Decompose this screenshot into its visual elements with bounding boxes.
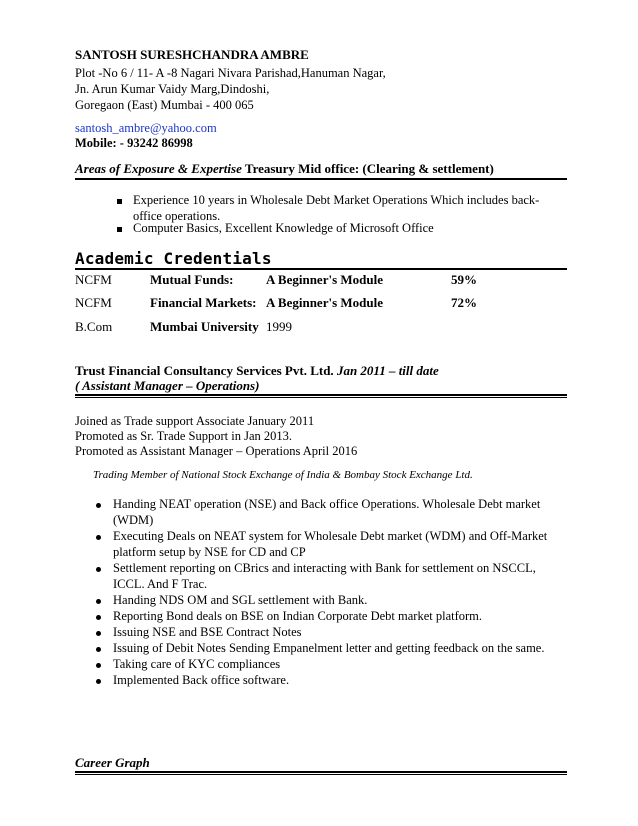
exposure-bullet: Experience 10 years in Wholesale Debt Market Operations Which includes back-office operations. xyxy=(133,193,540,223)
address-line-2: Jn. Arun Kumar Vaidy Marg,Dindoshi, xyxy=(75,82,270,96)
bullet-icon xyxy=(96,599,101,604)
academic-cell: 1999 xyxy=(266,319,292,334)
academic-cell: Mutual Funds: xyxy=(150,272,234,287)
exposure-label: Areas of Exposure & Expertise xyxy=(75,161,242,176)
company-name: Trust Financial Consultancy Services Pvt. Ltd. xyxy=(75,363,334,378)
academic-cell: Mumbai University xyxy=(150,319,259,334)
mobile-number: Mobile: - 93242 86998 xyxy=(75,136,193,150)
employment-period: Jan 2011 – till date xyxy=(336,363,439,378)
section-divider xyxy=(75,178,567,180)
academic-cell: A Beginner's Module xyxy=(266,295,384,310)
duty-item: Taking care of KYC compliances xyxy=(113,657,281,671)
square-bullet-icon xyxy=(117,199,122,204)
duty-item: Handing NEAT operation (NSE) and Back office Operations. Wholesale Debt market (WDM) xyxy=(113,497,541,527)
academic-cell: B.Com xyxy=(75,319,113,334)
career-heading: Career Graph xyxy=(75,755,150,770)
exposure-line xyxy=(75,161,494,177)
academic-cell: 72% xyxy=(451,295,477,310)
duty-item: Reporting Bond deals on BSE on Indian Corporate Debt market platform. xyxy=(113,609,483,623)
company-line xyxy=(75,363,439,379)
academic-heading: Academic Credentials xyxy=(75,249,272,268)
double-divider xyxy=(75,771,567,775)
duty-item: Handing NDS OM and SGL settlement with Bank. xyxy=(113,593,368,607)
bullet-icon xyxy=(96,631,101,636)
bullet-icon xyxy=(96,647,101,652)
email-link[interactable]: santosh_ambre@yahoo.com xyxy=(75,121,217,135)
exposure-bullet: Computer Basics, Excellent Knowledge of Microsoft Office xyxy=(133,221,434,235)
section-divider xyxy=(75,268,567,270)
academic-cell: A Beginner's Module xyxy=(266,272,384,287)
academic-cell: NCFM xyxy=(75,272,112,287)
academic-cell: NCFM xyxy=(75,295,112,310)
address-line-1: Plot -No 6 / 11- A -8 Nagari Nivara Parishad,Hanuman Nagar, xyxy=(75,66,386,80)
exposure-value: Treasury Mid office: (Clearing & settlement) xyxy=(241,161,494,176)
duty-item: Executing Deals on NEAT system for Wholesale Debt market (WDM) and Off-Market platform setup by NSE for CD and CP xyxy=(113,529,548,559)
square-bullet-icon xyxy=(117,227,122,232)
academic-cell: Financial Markets: xyxy=(150,295,257,310)
double-divider xyxy=(75,394,567,398)
candidate-name: SANTOSH SURESHCHANDRA AMBRE xyxy=(75,47,309,62)
duty-item: Implemented Back office software. xyxy=(113,673,290,687)
bullet-icon xyxy=(96,663,101,668)
bullet-icon xyxy=(96,503,101,508)
history-line: Promoted as Assistant Manager – Operations April 2016 xyxy=(75,444,358,458)
academic-cell: 59% xyxy=(451,272,477,287)
job-role: ( Assistant Manager – Operations) xyxy=(75,378,260,393)
duty-item: Issuing NSE and BSE Contract Notes xyxy=(113,625,302,639)
bullet-icon xyxy=(96,615,101,620)
bullet-icon xyxy=(96,567,101,572)
duty-item: Issuing of Debit Notes Sending Empanelment letter and getting feedback on the same. xyxy=(113,641,545,655)
bullet-icon xyxy=(96,535,101,540)
history-line: Joined as Trade support Associate January 2011 xyxy=(75,414,315,428)
duty-item: Settlement reporting on CBrics and interacting with Bank for settlement on NSCCL, ICCL. And F Trac. xyxy=(113,561,536,591)
history-line: Promoted as Sr. Trade Support in Jan 2013. xyxy=(75,429,293,443)
address-line-3: Goregaon (East) Mumbai - 400 065 xyxy=(75,98,254,112)
bullet-icon xyxy=(96,679,101,684)
member-note: Trading Member of National Stock Exchange of India & Bombay Stock Exchange Ltd. xyxy=(93,469,473,481)
